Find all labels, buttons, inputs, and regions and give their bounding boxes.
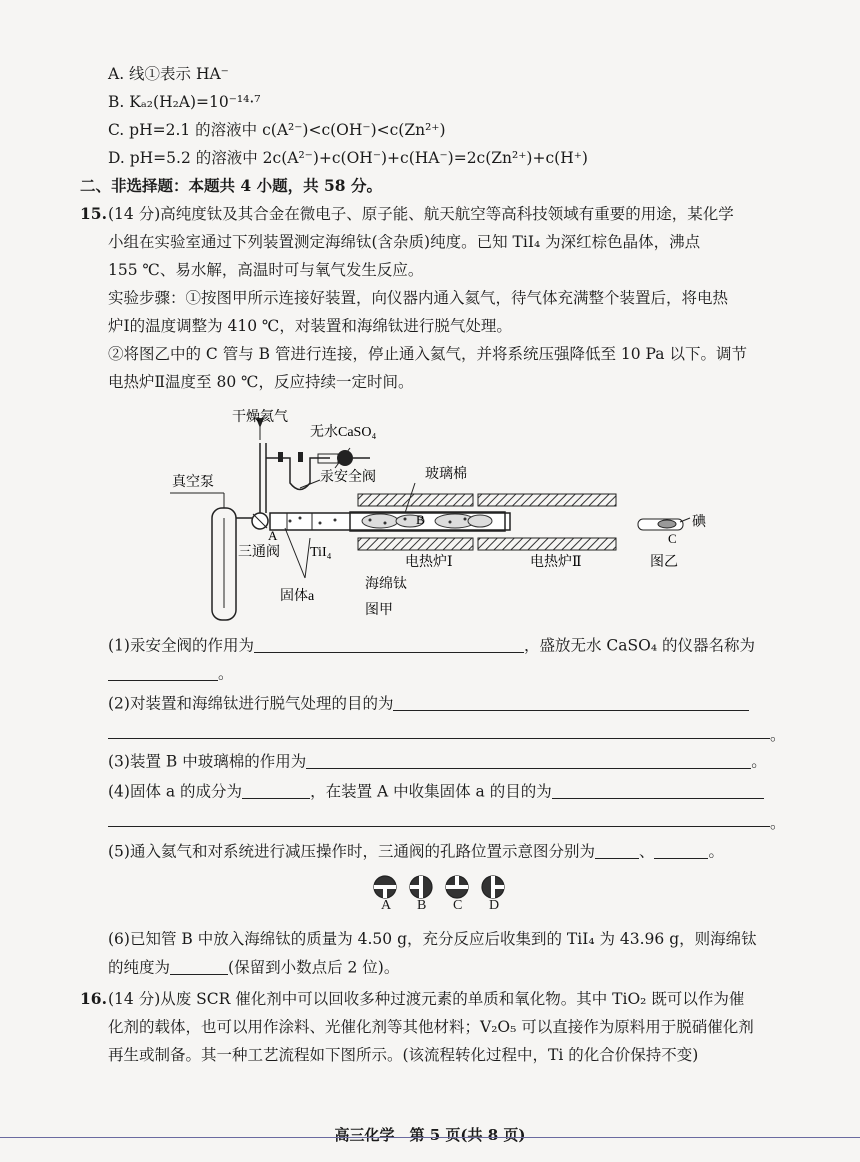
q15-4 [108, 782, 764, 801]
label-furnace-2: 电热炉Ⅱ [530, 555, 582, 570]
period: 。 [751, 752, 767, 771]
bottom-divider [0, 1137, 860, 1138]
q16-line: 化剂的载体，也可以用作涂料、光催化剂等其他材料；V₂O₅ 可以直接作为原料用于脱硝催化剂 [108, 1018, 754, 1036]
valve-b [410, 876, 432, 898]
q15-1-cont [108, 664, 234, 683]
q5-sep: 、 [638, 842, 655, 861]
answer-blank[interactable] [595, 842, 639, 859]
valve-label: B [417, 898, 427, 913]
option-c: C. pH=2.1 的溶液中 c(A²⁻)<c(OH⁻)<c(Zn²⁺) [108, 121, 446, 139]
option-a: A. 线①表示 HA⁻ [108, 65, 229, 83]
answer-blank[interactable] [108, 664, 218, 681]
label-three-way: 三通阀 [238, 545, 280, 560]
label-vacuum-pump: 真空泵 [172, 475, 214, 490]
option-d: D. pH=5.2 的溶液中 2c(A²⁻)+c(OH⁻)+c(HA⁻)=2c(Zn²⁺)+c(H⁺) [108, 149, 588, 167]
answer-line[interactable] [108, 738, 770, 739]
label-C: C [668, 531, 677, 546]
valve-label: D [489, 898, 500, 913]
q4-prefix: (4)固体 a 的成分为 [108, 782, 243, 801]
answer-blank[interactable] [306, 752, 751, 769]
q16-line: 再生或制备。其一种工艺流程如下图所示。(该流程转化过程中，Ti 的化合价保持不变) [108, 1046, 699, 1064]
q3-prefix: (3)装置 B 中玻璃棉的作用为 [108, 752, 307, 771]
valve-d [482, 876, 504, 898]
q2-prefix: (2)对装置和海绵钛进行脱气处理的目的为 [108, 694, 394, 713]
q5-prefix: (5)通入氦气和对系统进行减压操作时，三通阀的孔路位置示意图分别为 [108, 842, 595, 861]
answer-blank[interactable] [170, 958, 228, 975]
label-fig-a: 图甲 [365, 603, 393, 618]
q15-step-line: ②将图乙中的 C 管与 B 管进行连接，停止通入氦气，并将系统压强降低至 10 Pa 以下。调节 [108, 345, 747, 363]
label-caso4: 无水CaSO₄ [310, 425, 377, 440]
q16-line: (14 分)从废 SCR 催化剂中可以回收多种过渡元素的单质和氧化物。其中 TiO₂ 既可以作为催 [108, 990, 745, 1008]
answer-blank[interactable] [254, 636, 524, 653]
furnace-1-top [358, 494, 473, 506]
q15-intro-line: 155 ℃、易水解，高温时可与氧气发生反应。 [108, 261, 424, 279]
page-footer: 高三化学 第 5 页(共 8 页) [334, 1126, 526, 1144]
drying-bulb [337, 450, 353, 466]
option-b: B. Kₐ₂(H₂A)=10⁻¹⁴·⁷ [108, 93, 261, 111]
period: 。 [770, 726, 786, 744]
q1-mid: ，盛放无水 CaSO₄ 的仪器名称为 [523, 636, 755, 655]
q15-step-line: 实验步骤：①按图甲所示连接好装置，向仪器内通入氦气，待气体充满整个装置后，将电热 [108, 289, 729, 307]
q15-2 [108, 694, 749, 713]
label-dry-gas: 干燥氦气 [232, 410, 288, 425]
q15-6: (6)已知管 B 中放入海绵钛的质量为 4.50 g，充分反应后收集到的 TiI₄ 为 43.96 g，则海绵钛 [108, 930, 757, 948]
q6-prefix: 的纯度为 [108, 958, 171, 977]
q15-step-line: 炉Ⅰ的温度调整为 410 ℃，对装置和海绵钛进行脱气处理。 [108, 317, 512, 335]
q16-number: 16. [80, 989, 107, 1008]
period: 。 [218, 664, 234, 683]
q15-6-cont [108, 958, 399, 977]
label-B: B [416, 512, 425, 527]
q15-number: 15. [80, 204, 107, 223]
section-heading: 二、非选择题：本题共 4 小题，共 58 分。 [80, 176, 382, 195]
furnace-1-bottom [358, 538, 473, 550]
apparatus-figure [160, 408, 720, 623]
q15-5 [108, 842, 724, 861]
valve-label: C [453, 898, 463, 913]
label-iodine: 碘 [692, 515, 706, 530]
label-A: A [268, 528, 278, 543]
valve-label: A [381, 898, 392, 913]
label-fig-b: 图乙 [650, 555, 678, 570]
valve-c [446, 876, 468, 898]
furnace-2-bottom [478, 538, 616, 550]
valve-a [374, 876, 396, 898]
q1-prefix: (1)汞安全阀的作用为 [108, 636, 254, 655]
answer-blank[interactable] [552, 782, 764, 799]
period: 。 [708, 842, 724, 861]
answer-blank[interactable] [242, 782, 310, 799]
q15-step-line: 电热炉Ⅱ温度至 80 ℃，反应持续一定时间。 [108, 373, 414, 391]
label-furnace-1: 电热炉Ⅰ [405, 555, 453, 570]
q15-1 [108, 636, 755, 655]
q15-intro-line: (14 分)高纯度钛及其合金在微电子、原子能、航天航空等高科技领域有重要的用途，某化学 [108, 205, 734, 223]
furnace-2-top [478, 494, 616, 506]
label-glass-wool: 玻璃棉 [425, 467, 467, 482]
label-solid-a: 固体a [280, 589, 315, 604]
q6-suffix: (保留到小数点后 2 位)。 [228, 958, 400, 977]
period: 。 [770, 814, 786, 832]
answer-blank[interactable] [393, 694, 749, 711]
answer-blank[interactable] [654, 842, 708, 859]
q4-mid: ，在装置 A 中收集固体 a 的目的为 [310, 782, 552, 801]
q15-3 [108, 752, 767, 771]
q15-intro-line: 小组在实验室通过下列装置测定海绵钛(含杂质)纯度。已知 TiI₄ 为深红棕色晶体，沸点 [108, 233, 701, 251]
label-hg-valve: 汞安全阀 [320, 470, 376, 485]
label-til4: TiI₄ [310, 545, 332, 560]
label-sponge-ti: 海绵钛 [365, 577, 407, 592]
answer-line[interactable] [108, 826, 770, 827]
